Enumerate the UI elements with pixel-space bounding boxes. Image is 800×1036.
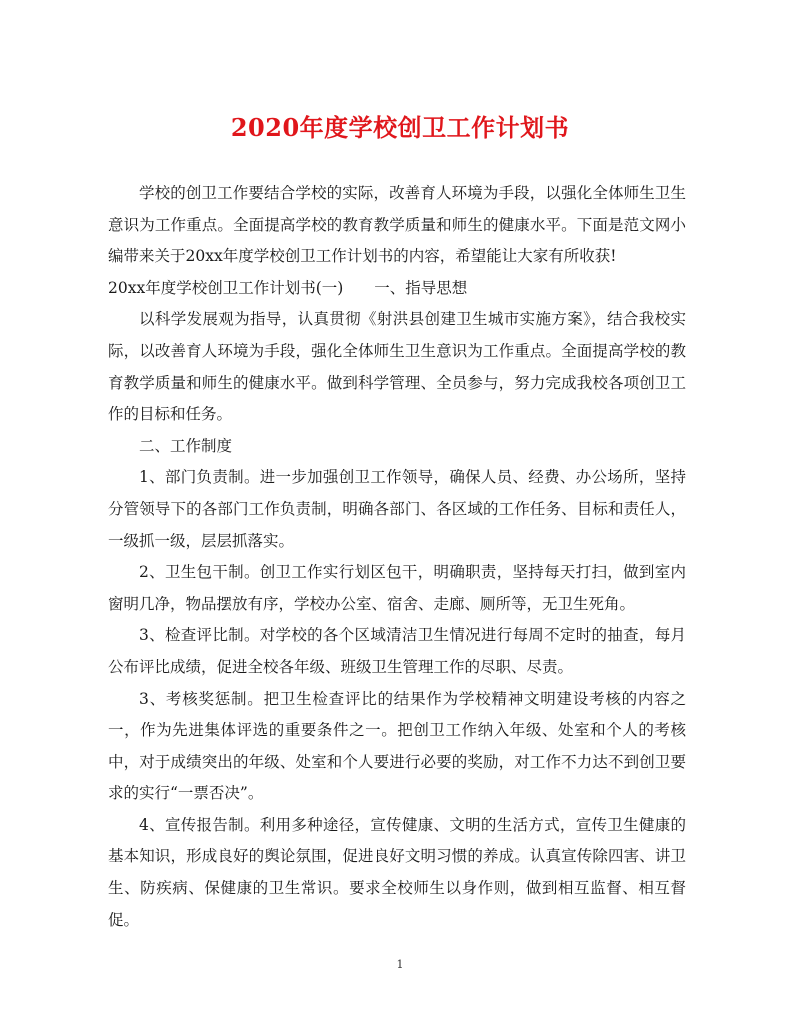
- document-body: [108, 178, 686, 936]
- department-responsibility-paragraph: 1、部门负责制。进一步加强创卫工作领导，确保人员、经费、办公场所，坚持分管领导下的各部门工作负责制，明确各部门、各区域的工作任务、目标和责任人，一级抓一级，层层抓落实。: [108, 468, 686, 550]
- hygiene-contracting-paragraph: 2、卫生包干制。创卫工作实行划区包干，明确职责，坚持每天打扫，做到室内窗明几净，物品摆放有序，学校办公室、宿舍、走廊、厕所等，无卫生死角。: [108, 563, 686, 613]
- intro-paragraph: 学校的创卫工作要结合学校的实际，改善育人环境为手段，以强化全体师生卫生意识为工作重点。全面提高学校的教育教学质量和师生的健康水平。下面是范文网小编带来关于20xx年度学校创卫工作计划书的内容，希望能让大家有所收获!: [108, 184, 686, 266]
- page-number: 1: [396, 958, 404, 971]
- section-heading-plan-one: 20xx年度学校创卫工作计划书(一) 一、指导思想: [108, 278, 468, 297]
- guiding-ideology-paragraph: 以科学发展观为指导，认真贯彻《射洪县创建卫生城市实施方案》，结合我校实际，以改善育人环境为手段，强化全体师生卫生意识为工作重点。全面提高学校的教育教学质量和师生的健康水平。做到科学管理、全员参与，努力完成我校各项创卫工作的目标和任务。: [108, 310, 686, 424]
- assessment-reward-paragraph: 3、考核奖惩制。把卫生检查评比的结果作为学校精神文明建设考核的内容之一，作为先进集体评选的重要条件之一。把创卫工作纳入年级、处室和个人的考核中，对于成绩突出的年级、处室和个人要进行必要的奖励，对工作不力达不到创卫要求的实行“一票否决”。: [108, 689, 686, 803]
- section-heading-work-system: 二、工作制度: [139, 436, 233, 455]
- publicity-report-paragraph: 4、宣传报告制。利用多种途径，宣传健康、文明的生活方式，宣传卫生健康的基本知识，形成良好的舆论氛围，促进良好文明习惯的养成。认真宣传除四害、讲卫生、防疾病、保健康的卫生常识。要求全校师生以身作则，做到相互监督、相互督促。: [108, 815, 686, 929]
- inspection-evaluation-paragraph: 3、检查评比制。对学校的各个区域清洁卫生情况进行每周不定时的抽查，每月公布评比成绩，促进全校各年级、班级卫生管理工作的尽职、尽责。: [108, 626, 686, 676]
- document-title: 2020年度学校创卫工作计划书: [230, 113, 570, 142]
